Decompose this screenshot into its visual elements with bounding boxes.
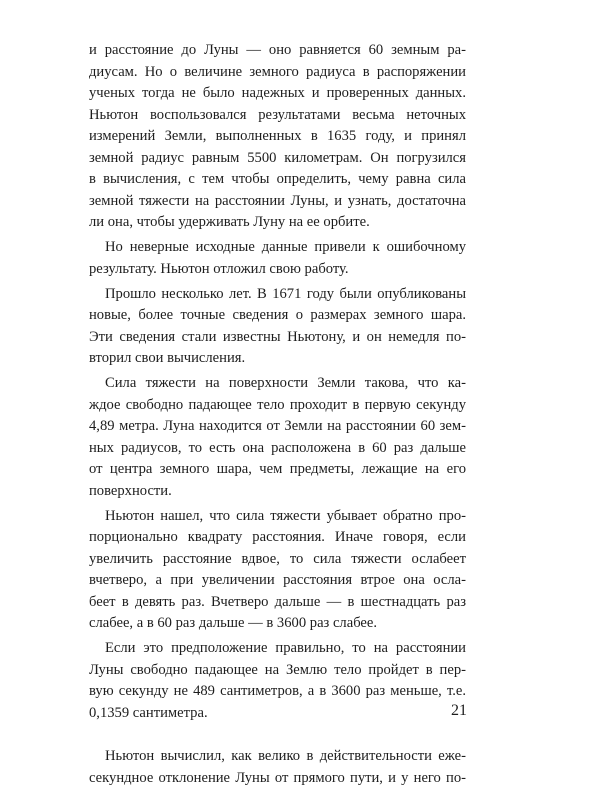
text-line: Но неверные исходные данные привели к ошибочному: [105, 239, 466, 255]
paragraph: [89, 638, 466, 724]
text-line: диусам. Но о величине земного радиуса в распоряжении: [89, 63, 466, 80]
text-line: Эти сведения стали известны Ньютону, и он немедля по-: [89, 328, 466, 345]
text-line: вчетверо, а при увеличении расстояния втрое она осла-: [89, 572, 466, 588]
text-line: порционально квадрату расстояния. Иначе говоря, если: [89, 529, 466, 545]
paragraph: [89, 746, 466, 789]
text-line: секундное отклонение Луны от прямого пути, и у него по-: [89, 769, 466, 786]
text-line: увеличить расстояние вдвое, то сила тяжести ослабеет: [89, 550, 466, 567]
text-line: Луны свободно падающее на Землю тело пройдет в пер-: [89, 661, 466, 678]
page-body: [89, 40, 466, 793]
paragraph: [89, 237, 466, 280]
page-number: 21: [451, 702, 467, 719]
paragraph: [89, 373, 466, 502]
text-line: ных радиусов, то есть она расположена в 60 раз дальше: [89, 439, 466, 456]
text-line: Ньютон воспользовался результатами весьма неточных: [89, 106, 466, 123]
text-line: новые, более точные сведения о размерах земного шара.: [89, 307, 466, 323]
text-line: земной радиус равным 5500 километрам. Он погрузился: [89, 149, 466, 166]
text-line: ученых тогда не было надежных и проверенных данных.: [89, 85, 466, 101]
paragraph: [89, 284, 466, 370]
text-line: измерений Земли, выполненных в 1635 году, и принял: [89, 128, 466, 144]
text-line: земной тяжести на расстоянии Луны, и узнать, достаточна: [89, 192, 466, 209]
paragraph: [89, 506, 466, 635]
text-line: 0,1359 сантиметра.: [89, 704, 208, 721]
text-line: в вычисления, с тем чтобы определить, чему равна сила: [89, 171, 466, 187]
text-line: поверхности.: [89, 482, 172, 499]
text-line: ждое свободно падающее тело проходит в первую секунду: [89, 396, 466, 413]
text-line: вую секунду не 489 сантиметров, а в 3600 раз меньше, т.е.: [89, 683, 466, 699]
text-line: ли она, чтобы удерживать Луну на ее орбите.: [89, 214, 370, 230]
text-line: слабее, а в 60 раз дальше — в 3600 раз слабее.: [89, 615, 378, 631]
text-line: 4,89 метра. Луна находится от Земли на расстоянии 60 зем-: [89, 418, 466, 434]
text-line: и расстояние до Луны — оно равняется 60 земным ра-: [89, 42, 466, 58]
text-line: Если это предположение правильно, то на расстоянии: [105, 640, 466, 656]
text-line: беет в девять раз. Вчетверо дальше — в шестнадцать раз: [89, 593, 466, 610]
text-line: Ньютон нашел, что сила тяжести убывает обратно про-: [105, 507, 466, 524]
text-line: от центра земного шара, чем предметы, лежащие на его: [89, 461, 466, 477]
text-line: Ньютон вычислил, как велико в действительности еже-: [105, 748, 466, 764]
paragraph: [89, 40, 466, 234]
text-line: Прошло несколько лет. В 1671 году были опубликованы: [105, 285, 466, 302]
text-line: вторил свои вычисления.: [89, 350, 246, 366]
text-line: результату. Ньютон отложил свою работу.: [89, 260, 349, 277]
text-line: Сила тяжести на поверхности Земли такова, что ка-: [105, 375, 466, 391]
